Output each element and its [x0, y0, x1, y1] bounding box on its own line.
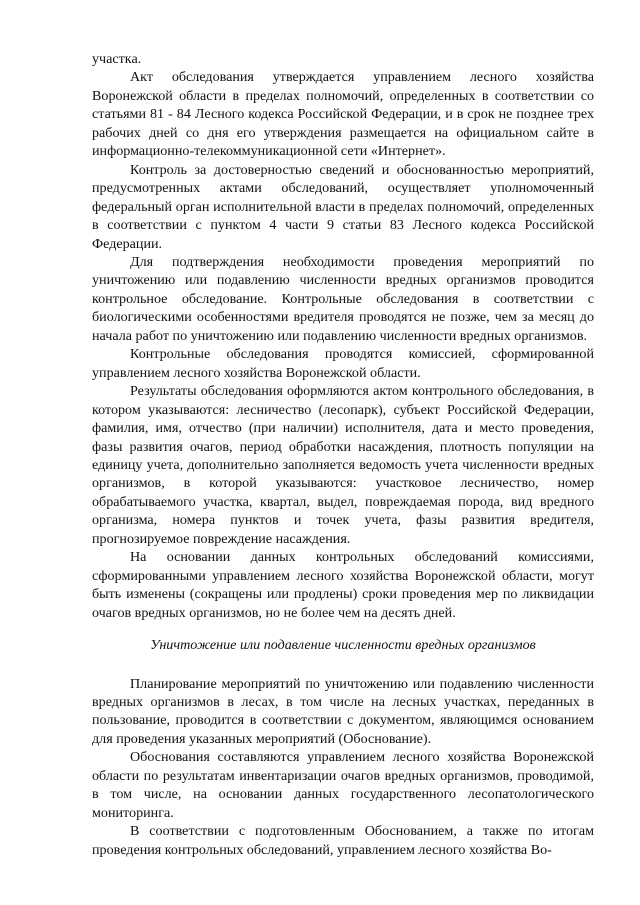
paragraph-schedule-change: На основании данных контрольных обследований комиссиями, сформированными управлением лесного хозяйства Воронежской области, могут быть изменены (сокращены или продлены) сроки проведения мер по ликвидации очагов вредных организмов, но не более чем на десять дней.: [92, 549, 594, 621]
paragraph-continuation: участка.: [92, 51, 142, 67]
section-heading: Уничтожение или подавление численности вредных организмов: [150, 637, 536, 654]
paragraph-justification: Обоснования составляются управлением лесного хозяйства Воронежской области по результатам инвентаризации очагов вредных организмов, проводимой, в том числе, на основании данных государственного лесопатологического мониторинга.: [92, 749, 594, 821]
paragraph-planning: Планирование мероприятий по уничтожению или подавлению численности вредных организмов в лесах, в том числе на лесных участках, переданных в пользование, проводится в соответствии с документом, являющимся основанием для проведения указанных мероприятий (Обоснование).: [92, 675, 594, 747]
paragraph-control: Контроль за достоверностью сведений и обоснованностью мероприятий, предусмотренных актами обследований, осуществляет уполномоченный федеральный орган исполнительной власти в пределах полномочий, определенных в соответствии с пунктом 4 части 9 статьи 83 Лесного кодекса Российской Федерации.: [92, 161, 594, 252]
paragraph-control-survey: Для подтверждения необходимости проведения мероприятий по уничтожению или подавлению численности вредных организмов проводится контрольное обследование. Контрольные обследования в соответствии с биологическими особенностями вредителя проводятся не позже, чем за месяц до начала работ по уничтожению или подавлению численности вредных организмов.: [92, 253, 594, 344]
paragraph-commission: Контрольные обследования проводятся комиссией, сформированной управлением лесного хозяйства Воронежской области.: [92, 346, 594, 381]
paragraph-survey-results: Результаты обследования оформляются актом контрольного обследования, в котором указываются: лесничество (лесопарк), субъект Российской Федерации, фамилия, имя, отчество (при наличии) исполнителя, дата и место проведения, фазы развития очагов, период обработки насаждения, плотность популяции на единицу учета, дополнительно заполняется ведомость учета численности вредных организмов, в которой указываются: участковое лесничество, номер обрабатываемого участка, квартал, выдел, повреждаемая порода, вид вредного организма, номера пунктов и точек учета, фазы развития вредителя, прогнозируемое повреждение насаждения.: [92, 383, 594, 547]
paragraph-accordance: В соответствии с подготовленным Обоснованием, а также по итогам проведения контрольных обследований, управлением лесного хозяйства Во-: [92, 823, 594, 858]
paragraph-act-approval: Акт обследования утверждается управлением лесного хозяйства Воронежской области в пределах полномочий, определенных в соответствии со статьями 81 - 84 Лесного кодекса Российской Федерации, и в срок не позднее трех рабочих дней со дня его утверждения размещается на официальном сайте в информационно-телекоммуникационной сети «Интернет».: [92, 69, 594, 160]
